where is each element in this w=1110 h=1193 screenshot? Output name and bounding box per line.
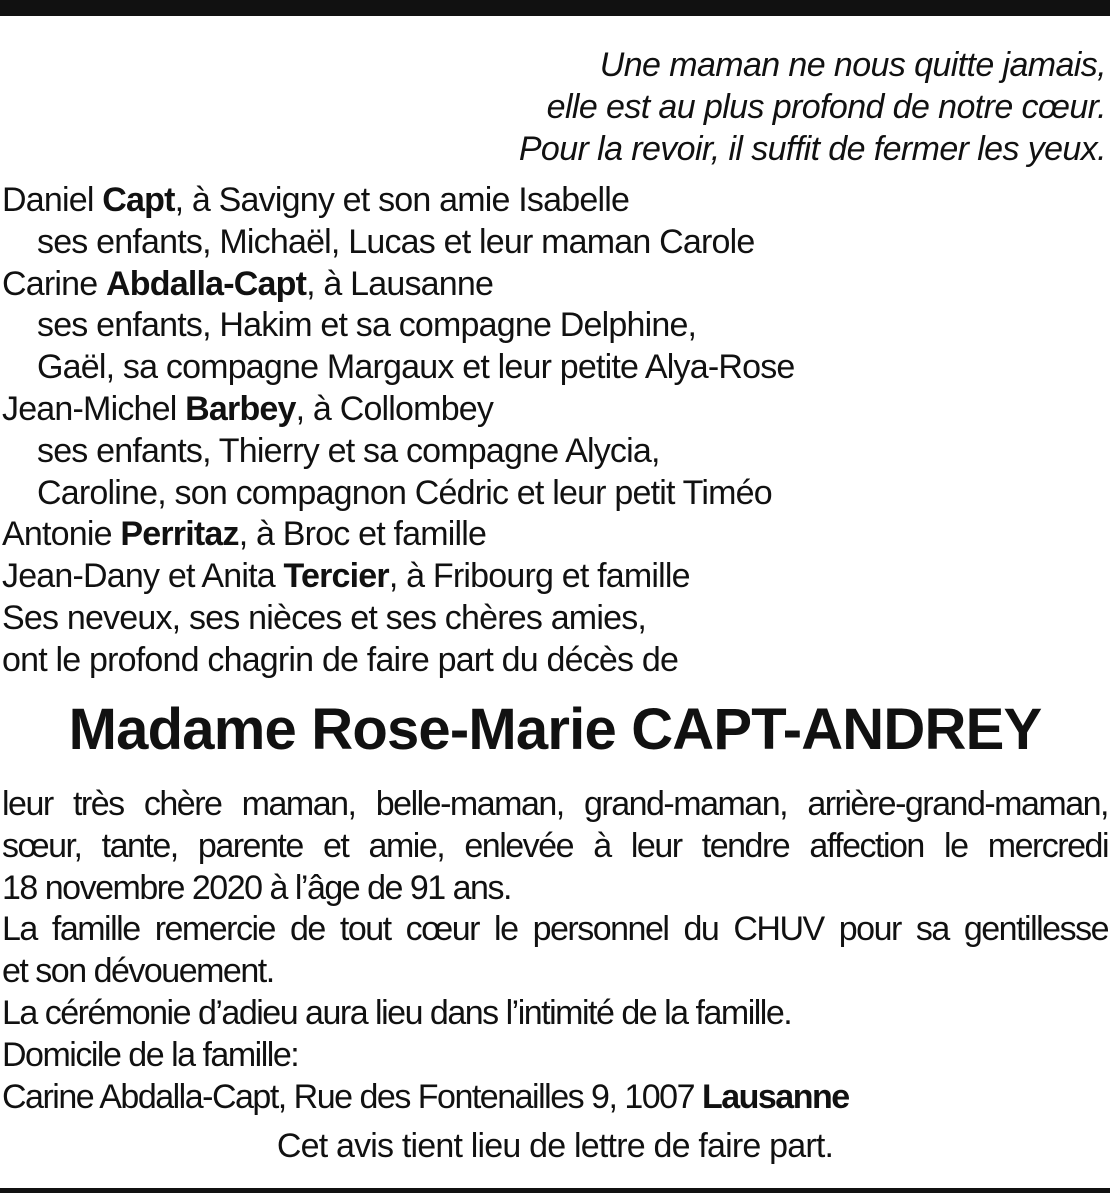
family-given-name: Carine <box>2 264 107 303</box>
family-line: ont le profond chagrin de faire part du décès de <box>2 640 679 679</box>
announcement-body <box>2 784 1108 1118</box>
family-list <box>2 180 795 682</box>
family-line <box>2 180 795 222</box>
family-location: , à Fribourg et famille <box>388 557 690 596</box>
family-line <box>2 514 795 556</box>
family-line: Ses neveux, ses nièces et ses chères amies, <box>2 598 647 637</box>
family-address <box>2 1077 1108 1119</box>
top-rule <box>0 0 1110 16</box>
bottom-rule <box>0 1188 1110 1193</box>
epigraph-line: Une maman ne nous quitte jamais, <box>599 46 1106 84</box>
family-surname: Tercier <box>283 557 389 596</box>
body-line: La famille remercie de tout cœur le personnel du CHUV pour sa gentillesse <box>2 910 1108 949</box>
epigraph-line: Pour la revoir, il suffit de fermer les yeux. <box>518 130 1106 168</box>
family-surname: Abdalla-Capt <box>106 264 307 303</box>
body-line: 18 novembre 2020 à l’âge de 91 ans. <box>2 868 511 907</box>
family-line <box>2 556 795 598</box>
address-city: Lausanne <box>701 1077 849 1116</box>
family-surname: Perritaz <box>120 515 239 554</box>
family-line: ses enfants, Thierry et sa compagne Alycia, <box>37 431 660 470</box>
family-location: , à Collombey <box>295 389 494 428</box>
family-line: Caroline, son compagnon Cédric et leur petit Timéo <box>37 473 772 512</box>
family-surname: Capt <box>102 181 175 219</box>
family-location: , à Lausanne <box>306 264 494 303</box>
body-line: La cérémonie d’adieu aura lieu dans l’intimité de la famille. <box>2 993 792 1032</box>
body-line: Domicile de la famille: <box>2 1035 299 1074</box>
family-line <box>2 389 795 431</box>
family-location: , à Broc et famille <box>238 515 487 554</box>
family-surname: Barbey <box>185 389 296 428</box>
family-given-name: Jean-Dany et Anita <box>2 557 284 596</box>
family-given-name: Jean-Michel <box>2 389 186 428</box>
family-location: , à Savigny et son amie Isabelle <box>174 181 630 219</box>
family-line <box>2 264 795 306</box>
family-line: ses enfants, Hakim et sa compagne Delphine, <box>37 306 697 345</box>
body-line: leur très chère maman, belle-maman, grand-maman, arrière-grand-maman, <box>2 785 1108 823</box>
family-given-name: Antonie <box>2 515 121 554</box>
epigraph <box>519 44 1106 170</box>
family-line: Gaël, sa compagne Margaux et leur petite Alya-Rose <box>37 348 795 387</box>
deceased-name-heading: Madame Rose-Marie CAPT-ANDREY <box>68 697 1042 762</box>
family-given-name: Daniel <box>2 181 103 219</box>
epigraph-line: elle est au plus profond de notre cœur. <box>546 88 1106 126</box>
body-line: sœur, tante, parente et amie, enlevée à leur tendre affection le mercredi <box>2 826 1108 865</box>
address-text: Carine Abdalla-Capt, Rue des Fontenailles 9, 1007 <box>2 1077 702 1116</box>
closing-note: Cet avis tient lieu de lettre de faire part. <box>276 1127 834 1165</box>
family-line: ses enfants, Michaël, Lucas et leur maman Carole <box>37 222 755 261</box>
body-line: et son dévouement. <box>2 952 274 991</box>
